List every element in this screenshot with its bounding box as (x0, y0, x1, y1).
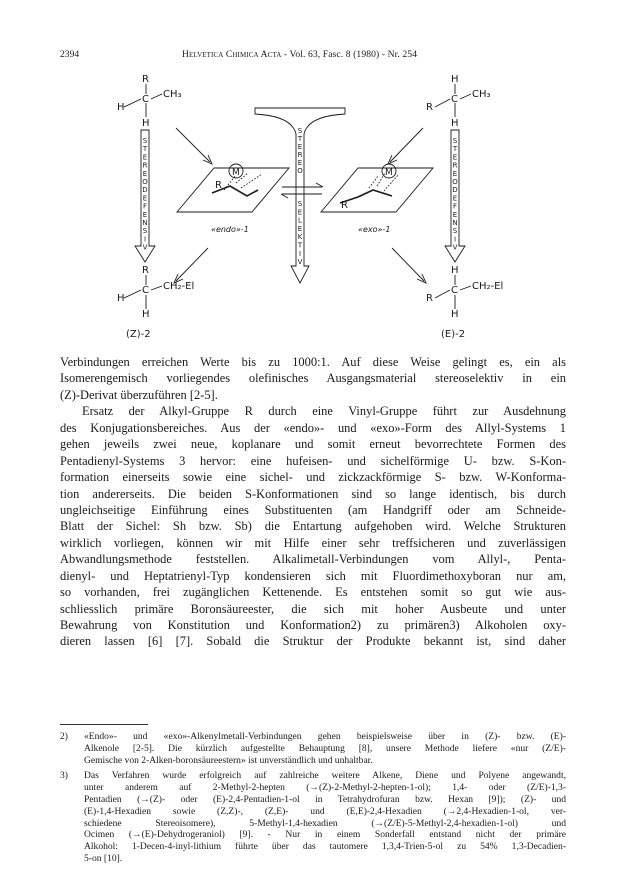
text-line: Verbindungen erreichen Werte bis zu 1000:1. Auf diese Weise gelingt es, ein als (60, 355, 566, 369)
left-arrow-label: S T E R E O D E F E N S I V (142, 137, 148, 252)
rb-r: R (426, 293, 433, 304)
endo-metal-label: M (232, 168, 240, 178)
rt-bond-ch3 (460, 94, 471, 99)
arrow-rt-to-exo (390, 128, 423, 162)
text-line: dieren lassen [6] [7]. Sobald die Struktur der Produkte bekannt ist, sind daher (60, 634, 566, 649)
text-line: schliesslich primäre Boronsäureester, die sich mit hoher Ausbeute und unter (60, 601, 566, 616)
exo-metal-label: M (385, 168, 393, 178)
lt-h: H (117, 102, 125, 113)
rb-h: H (451, 265, 459, 276)
footnote-3 (60, 770, 566, 865)
lt-bond-ch3 (151, 94, 162, 99)
lt-ch3: CH₃ (163, 89, 182, 100)
text-line: dienyl- und Heptatrienyl-Typ kondensieren sich mit Fluordimethoxyboran nur am, (60, 568, 566, 583)
lt-h-low: H (142, 118, 150, 129)
text-line: Isomerengemisch vorliegendes olefinisches Ausgangsmaterial stereoselektiv in ein (60, 371, 566, 386)
rt-h-low: H (451, 118, 459, 129)
lt-c: C (142, 94, 149, 105)
footnote-line: schiedene Stereoisomere), 5-Methyl-1,4-hexadien (→(Z/E)-5-Methyl-2,4-hexadien-1-ol) und (84, 817, 566, 829)
rt-r: R (426, 102, 433, 113)
arrow-lt-to-endo (176, 128, 210, 162)
text-line: gehen jeweils zwei neue, koplanare und somit erneut bevorrechtete Formen des (60, 437, 566, 452)
footnote-line: Alkenole [2-5]. Die kürzlich aufgestellte Behauptung [8], unsere Methode liefere «nur (Z/E)- (84, 742, 566, 754)
arrow-exo-to-rb (392, 248, 424, 281)
text-line: wirklich vorliegen, können wir mit Hilfe einer sehr treffsicheren und zuverlässigen (60, 535, 566, 550)
center-bottom-label: S E L E K T I V (297, 200, 303, 267)
reaction-scheme (0, 0, 624, 350)
footnote-line: Gemische von 2-Alken-boronsäureestern» ist unverständlich und unhaltbar. (84, 754, 373, 766)
rt-bond-r (435, 99, 450, 107)
text-line: formation einerseits sowie eine sichel- und zickzackförmige S- bzw. W-Konforma- (60, 470, 566, 485)
footnote-line: 5-on [10]. (84, 853, 123, 865)
text-line: Abwandlungsmethode feststellen. Alkalimetall-Verbindungen vom Allyl-, Penta- (60, 552, 566, 567)
footnote-line: unter anderem auf 2-Methyl-2-hepten (→(Z)-2-Methyl-2-hepten-1-ol); 1,4- oder (Z/E)-1,3- (84, 781, 566, 793)
endo-label: «endo»-1 (211, 225, 249, 234)
text-line: so vorhanden, frei zugänglichen Kettenende. Es entstehen somit so gut wie aus- (60, 585, 566, 600)
lt-bond-h (124, 99, 141, 107)
endo-r-label: R (215, 180, 222, 191)
footnote-line: Alkohol: 1-Decen-4-inyl-lithium führte über das tautomere 1,3,4-Trien-5-ol zu 54% 1,3-Decadien- (84, 841, 566, 853)
footnote-2 (60, 731, 566, 767)
text-line: ungleichseitige Einführung eines Substituenten (am Handgriff oder am Schneide- (60, 502, 566, 517)
text-line: (Z)-Derivat überzuführen [2-5]. (60, 387, 218, 402)
footnote-line: Das Verfahren wurde erfolgreich auf zahlreiche weitere Alkene, Diene und Polyene angewandt, (84, 770, 566, 781)
footnote-line: (E)-1,4-Hexadien sowie (Z,Z)-, (Z,E)- und (E,E)-2,4-Hexadien (→2,4-Hexadien-1-ol, ver- (84, 805, 566, 817)
rb-h-low: H (451, 309, 459, 320)
arrow-endo-to-lb (176, 248, 208, 281)
right-arrow-label: S T E R E O D E F E N S I V (452, 137, 458, 252)
page-number: 2394 (60, 49, 80, 60)
text-line: Pentadienyl-Systems 3 hervor: eine hufeisen- und sichelförmige U- bzw. S-Kon- (60, 453, 566, 468)
lb-ch2el: CH₂-El (163, 281, 195, 292)
body-text (60, 354, 566, 650)
e-product-label: (E)-2 (441, 329, 466, 340)
text-line: des Konjugationsbereiches. Aus der «endo»- und «exo»-Form des Allyl-Systems 1 (60, 420, 566, 435)
paragraph-2 (60, 403, 566, 650)
lb-bond-h (124, 290, 141, 298)
rt-ch3: CH₃ (472, 89, 491, 100)
footnote-line: Pentadien (→(Z)- oder (E)-2,4-Pentadien-1-ol in Tetrahydrofuran bzw. Hexan [9]); (Z)- und (84, 793, 566, 805)
lb-c: C (142, 285, 149, 296)
lb-r: R (142, 265, 149, 276)
exo-r-label: R (341, 200, 348, 211)
footnote-mark: 2) (60, 731, 68, 742)
z-product-label: (Z)-2 (126, 329, 151, 340)
text-line: tion andererseits. Die beiden S-Konformationen sind so lange identisch, bis durch (60, 486, 566, 501)
lb-bond-ch2 (151, 286, 162, 290)
footnote-mark: 3) (60, 770, 68, 781)
journal-name: Helvetica Chimica Acta (182, 49, 282, 60)
exo-plane (321, 168, 433, 212)
rt-h: H (451, 74, 459, 85)
lb-h: H (117, 293, 125, 304)
rb-c: C (451, 285, 458, 296)
exo-label: «exo»-1 (358, 225, 391, 234)
footnote-line: «Endo»- und «exo»-Alkenylmetall-Verbindungen gehen beispielsweise über in (Z)- bzw. (E)- (84, 731, 566, 742)
text-line: Bewahrung von Konstitution und Konformation2) zu primären3) Alkoholen oxy- (60, 618, 566, 632)
rb-bond-r (435, 290, 450, 298)
rt-c: C (451, 94, 458, 105)
journal-citation: - Vol. 63, Fasc. 8 (1980) - Nr. 254 (281, 49, 418, 60)
rb-ch2el: CH₂-El (472, 281, 504, 292)
paragraph-1 (60, 354, 566, 403)
text-line: Ersatz der Alkyl-Gruppe R durch eine Vinyl-Gruppe führt zur Ausdehnung (82, 404, 566, 419)
footnote-rule (60, 724, 148, 725)
footnote-line: Ocimen (→(E)-Dehydrogeraniol) [9]. - Nur in einem Sonderfall entstand nicht der primäre (84, 829, 566, 841)
rb-bond-ch2 (460, 286, 471, 290)
text-line: Blatt der Sichel: Sh bzw. Sb) die Entartung aufgehoben wird. Welche Strukturen (60, 519, 566, 534)
lt-r: R (142, 74, 149, 85)
center-top-label: S T E R E O (297, 127, 303, 175)
lb-h-low: H (142, 309, 150, 320)
